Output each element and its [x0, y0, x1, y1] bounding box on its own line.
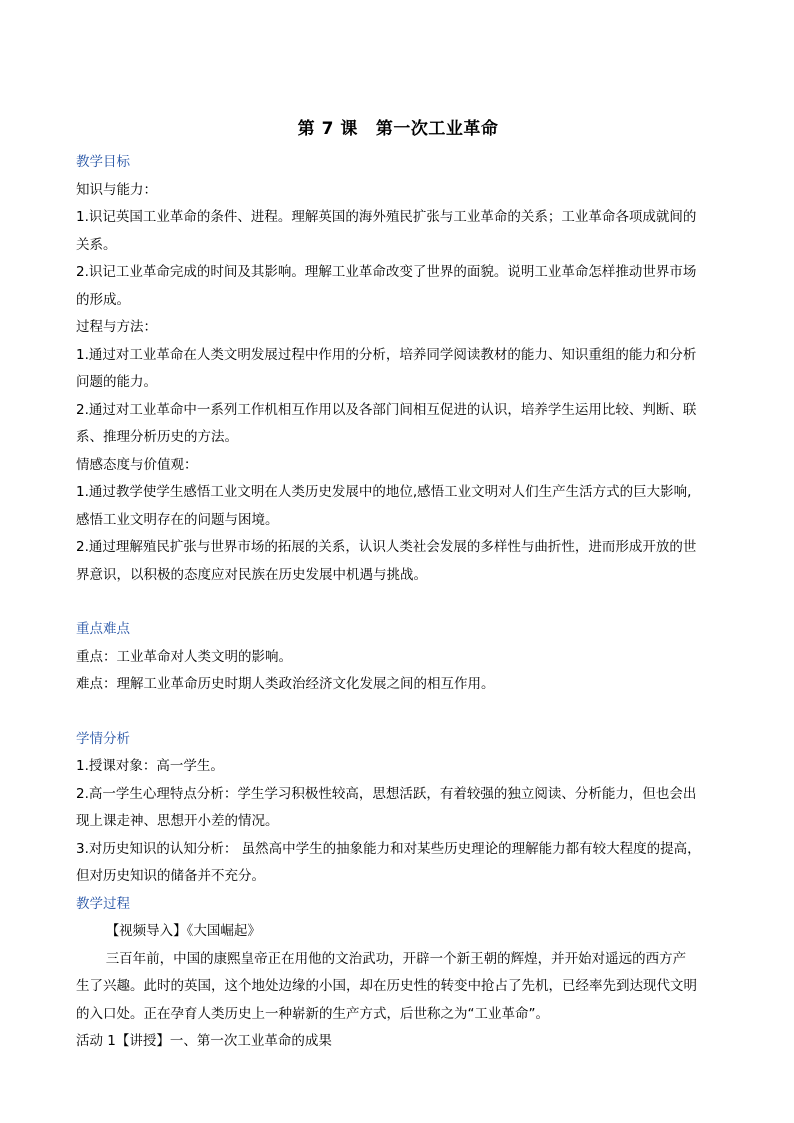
- intro-paragraph-line: 生了兴趣。此时的英国，这个地处边缘的小国，却在历史性的转变中抢占了先机，已经率先到达现代文明: [76, 978, 697, 994]
- analysis-item-line: 1.授课对象：高一学生。: [76, 758, 224, 774]
- activity-heading: 活动 1【讲授】一、第一次工业革命的成果: [76, 1033, 332, 1049]
- analysis-heading: 学情分析: [76, 730, 130, 747]
- process-label: 过程与方法：: [76, 319, 157, 335]
- analysis-item-line: 2.高一学生心理特点分析：学生学习积极性较高，思想活跃，有着较强的独立阅读、分析能力，但也会出: [76, 785, 697, 802]
- emotion-item-line: 2.通过理解殖民扩张与世界市场的拓展的关系，认识人类社会发展的多样性与曲折性，进而形成开放的世: [76, 539, 697, 555]
- intro-paragraph-line: 的入口处。正在孕育人类历史上一种崭新的生产方式，后世称之为“工业革命”。: [76, 1005, 549, 1022]
- document-page: [76, 117, 720, 1056]
- analysis-item-line: 现上课走神、思想开小差的情况。: [76, 813, 279, 829]
- key-point: 重点：工业革命对人类文明的影响。: [76, 648, 292, 665]
- emotion-item-line: 1.通过教学使学生感悟工业文明在人类历史发展中的地位,感悟工业文明对人们生产生活方式的巨大影响,: [76, 484, 692, 500]
- difficult-point: 难点：理解工业革命历史时期人类政治经济文化发展之间的相互作用。: [76, 676, 495, 692]
- knowledge-label: 知识与能力：: [76, 181, 157, 198]
- key-points-heading: 重点难点: [76, 621, 130, 637]
- process-item-line: 系、推理分析历史的方法。: [76, 429, 238, 445]
- process-item-line: 1.通过对工业革命在人类文明发展过程中作用的分析，培养同学阅读教材的能力、知识重组的能力和分析: [76, 346, 697, 363]
- emotion-item-line: 感悟工业文明存在的问题与困境。: [76, 511, 279, 528]
- knowledge-item-line: 的形成。: [76, 291, 130, 308]
- emotion-label: 情感态度与价值观：: [76, 456, 198, 473]
- knowledge-item-line: 关系。: [76, 236, 117, 253]
- process-heading: 教学过程: [76, 895, 130, 912]
- page-title: [76, 117, 720, 141]
- knowledge-item-line: 2.识记工业革命完成的时间及其影响。理解工业革命改变了世界的面貌。说明工业革命怎样推动世界市场: [76, 264, 697, 280]
- process-item-line: 问题的能力。: [76, 374, 157, 390]
- video-intro: 【视频导入】《大国崛起》: [105, 923, 261, 939]
- emotion-item-line: 界意识，以积极的态度应对民族在历史发展中机遇与挑战。: [76, 566, 427, 583]
- knowledge-item-line: 1.识记英国工业革命的条件、进程。理解英国的海外殖民扩张与工业革命的关系；工业革命各项成就间的: [76, 209, 697, 225]
- analysis-item-line: 但对历史知识的储备并不充分。: [76, 868, 265, 884]
- analysis-item-line: 3.对历史知识的认知分析： 虽然高中学生的抽象能力和对某些历史理论的理解能力都有较大程度的提高，: [76, 840, 701, 857]
- lesson-number: 第 7 课: [297, 119, 358, 139]
- section-spacer: [76, 699, 720, 726]
- process-item-line: 2.通过对工业革命中一系列工作机相互作用以及各部门间相互促进的认识，培养学生运用比较、判断、联: [76, 401, 697, 418]
- objectives-heading: 教学目标: [76, 154, 130, 170]
- lesson-name: 第一次工业革命: [375, 119, 499, 139]
- intro-paragraph-line: 三百年前，中国的康熙皇帝正在用他的文治武功，开辟一个新王朝的辉煌，并开始对遥远的西方产: [105, 950, 687, 967]
- section-spacer: [76, 589, 720, 616]
